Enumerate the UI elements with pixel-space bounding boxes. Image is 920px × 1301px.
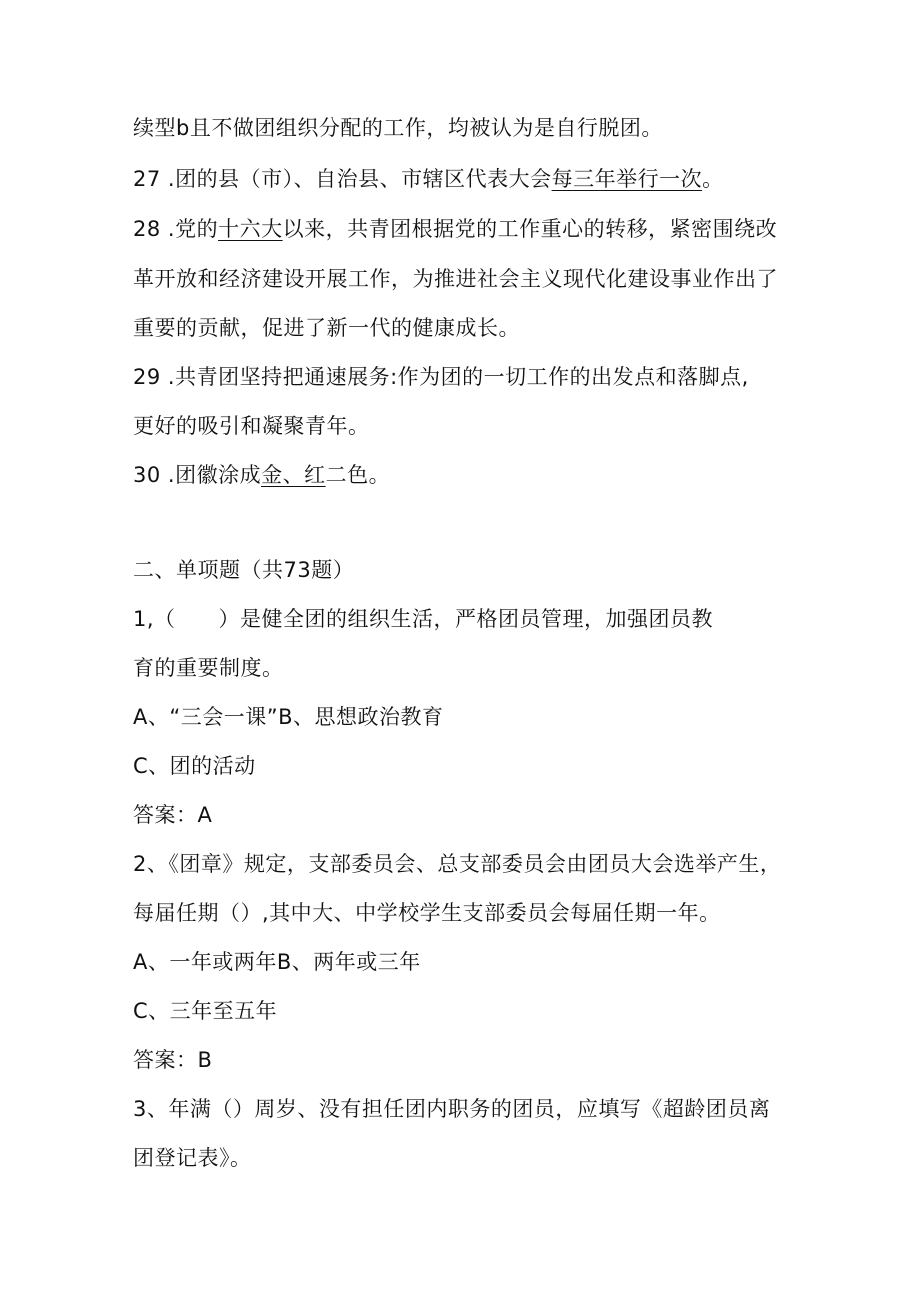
section-heading-text: 二、单项题（共73题） xyxy=(133,558,355,582)
item-27-prefix: 27 .团的县（市）、自治县、市辖区代表大会 xyxy=(133,167,552,191)
question-1-answer-text: 答案：A xyxy=(133,803,213,827)
item-28-line2-text: 革开放和经济建设开展工作，为推进社会主义现代化建设事业作出了 xyxy=(133,267,778,291)
item-30-suffix: 二色。 xyxy=(325,463,391,487)
question-3-line2 xyxy=(133,1143,252,1173)
item-30-answer: 金、红 xyxy=(261,463,326,487)
item-28-line3-text: 重要的贡献，促进了新一代的健康成长。 xyxy=(133,316,520,340)
question-2-text-2: 每届任期（）,其中大、中学校学生支部委员会每届任期一年。 xyxy=(133,901,721,925)
continued-text: 续型b且不做团组织分配的工作，均被认为是自行脱团。 xyxy=(133,116,663,140)
question-1-text-1: 1,（ ）是健全团的组织生活，严格团员管理，加强团员教 xyxy=(133,607,714,631)
item-27 xyxy=(133,164,724,194)
question-2-line1 xyxy=(133,849,781,879)
question-1-answer xyxy=(133,800,212,830)
question-1-options-2 xyxy=(133,751,256,781)
question-2-options-1 xyxy=(133,947,421,977)
item-27-suffix: 。 xyxy=(702,167,724,191)
item-28-line2 xyxy=(133,264,778,294)
question-2-option-c: C、三年至五年 xyxy=(133,999,278,1023)
question-1-option-ab: A、“三会一课”B、思想政治教育 xyxy=(133,705,444,729)
question-2-options-2 xyxy=(133,996,277,1026)
item-28-line1 xyxy=(133,214,777,244)
item-28-answer: 十六大 xyxy=(218,217,283,241)
question-2-answer xyxy=(133,1045,212,1075)
section-heading xyxy=(133,555,354,585)
question-1-line1 xyxy=(133,604,713,634)
question-2-line2 xyxy=(133,898,721,928)
item-29-line2-text: 更好的吸引和凝聚青年。 xyxy=(133,414,370,438)
item-30-prefix: 30 .团徽涂成 xyxy=(133,463,262,487)
question-1-line2 xyxy=(133,653,284,683)
question-3-text-2: 团登记表》。 xyxy=(133,1146,252,1170)
item-28-line3 xyxy=(133,313,520,343)
question-3-line1 xyxy=(133,1094,770,1124)
question-1-text-2: 育的重要制度。 xyxy=(133,656,284,680)
item-27-answer: 每三年举行一次 xyxy=(551,167,703,191)
question-1-options-1 xyxy=(133,702,444,732)
question-1-option-c: C、团的活动 xyxy=(133,754,256,778)
question-2-answer-text: 答案：B xyxy=(133,1048,213,1072)
item-29-line2 xyxy=(133,411,370,441)
question-2-text-1: 2、《团章》规定，支部委员会、总支部委员会由团员大会选举产生， xyxy=(133,852,782,876)
continued-text-line xyxy=(133,113,663,143)
question-2-option-ab: A、一年或两年B、两年或三年 xyxy=(133,950,421,974)
item-29-line1-text: 29 .共青团坚持把通速展务:作为团的一切工作的出发点和落脚点, xyxy=(133,365,749,389)
item-29-line1 xyxy=(133,362,749,392)
item-28-suffix: 以来，共青团根据党的工作重心的转移，紧密围绕改 xyxy=(282,217,778,241)
item-30 xyxy=(133,460,390,490)
item-28-prefix: 28 .党的 xyxy=(133,217,219,241)
question-3-text-1: 3、年满（）周岁、没有担任团内职务的团员，应填写《超龄团员离 xyxy=(133,1097,771,1121)
